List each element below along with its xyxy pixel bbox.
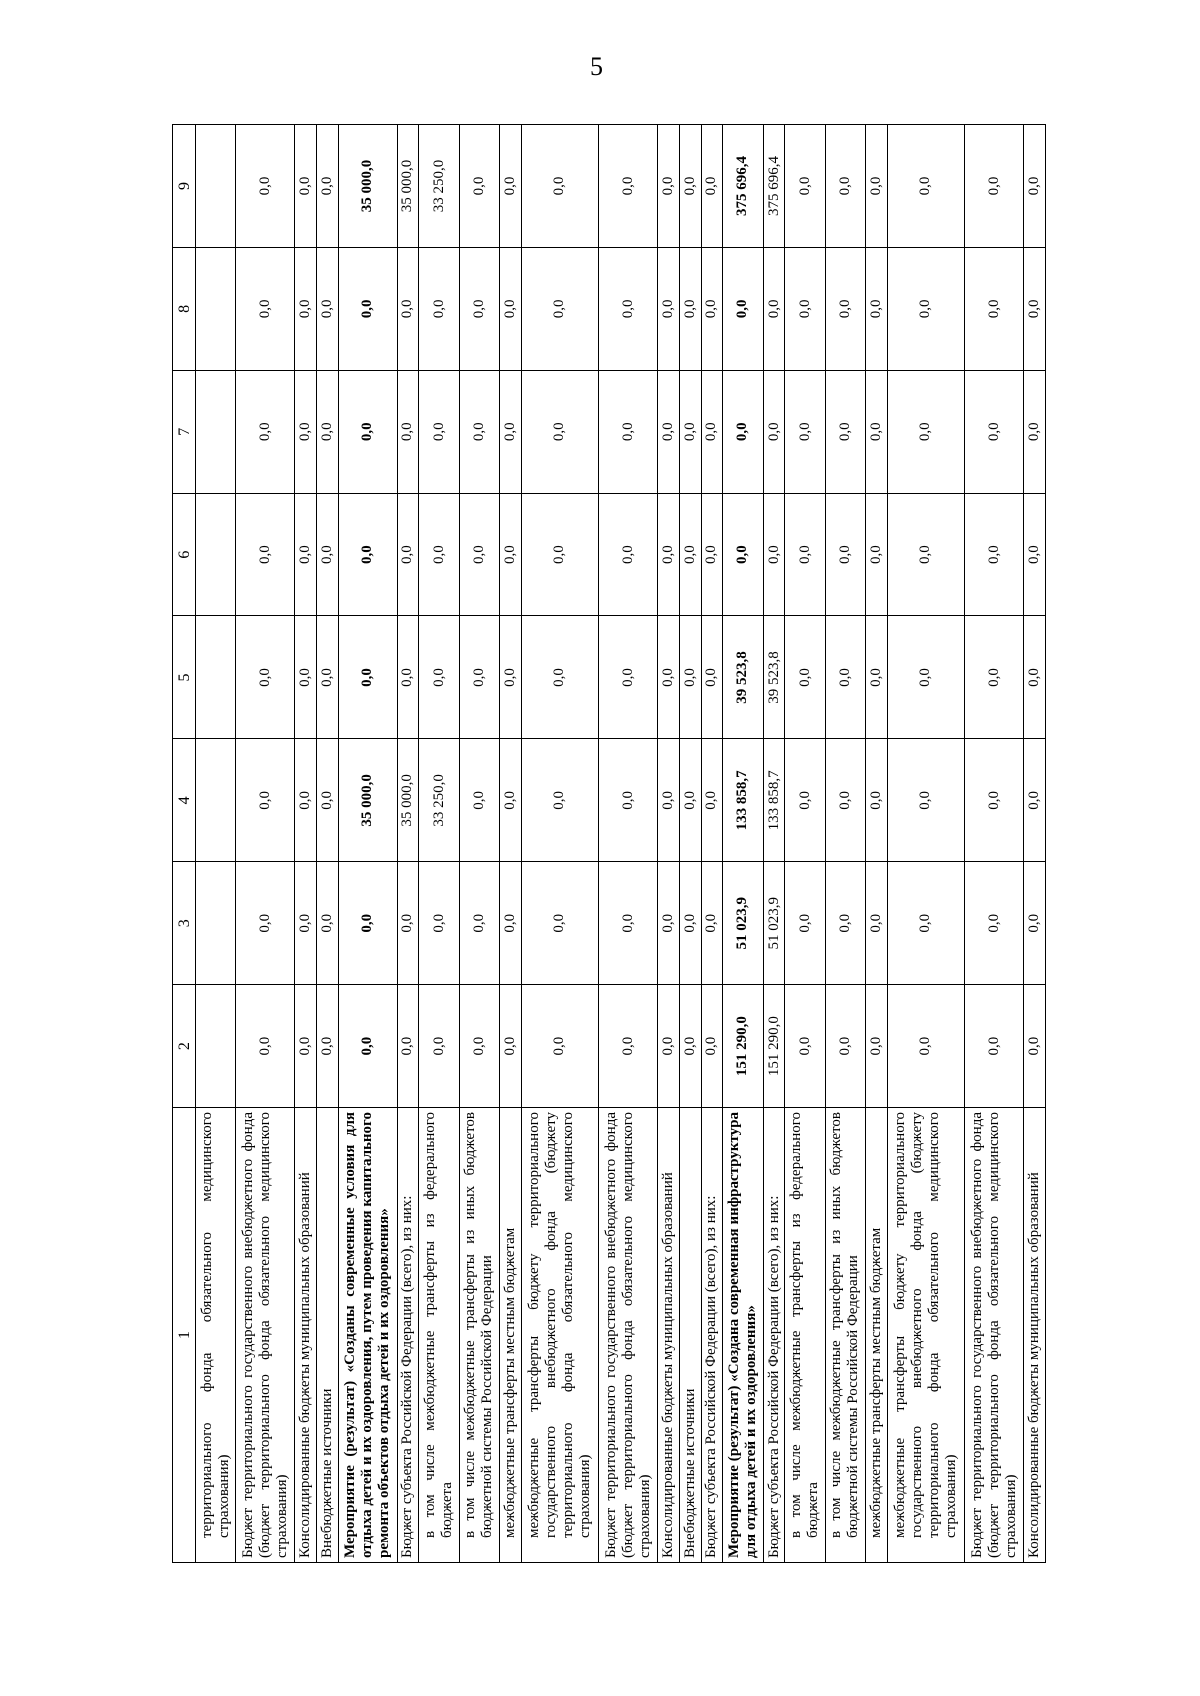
table-cell: 0,0 — [825, 247, 865, 370]
table-cell: 0,0 — [1024, 739, 1046, 862]
table-cell: 0,0 — [295, 370, 317, 493]
column-header: 7 — [173, 370, 196, 493]
table-cell: 0,0 — [785, 739, 825, 862]
table-cell: 0,0 — [701, 370, 723, 493]
table-cell: 0,0 — [723, 247, 763, 370]
table-row — [521, 125, 598, 1563]
table-cell: 0,0 — [701, 985, 723, 1108]
table-cell: 0,0 — [965, 616, 1024, 739]
table-cell: 0,0 — [965, 247, 1024, 370]
table-cell: 0,0 — [338, 616, 397, 739]
table-cell: 0,0 — [236, 125, 295, 248]
table-cell: 375 696,4 — [723, 125, 763, 248]
table-cell: 0,0 — [295, 862, 317, 985]
table-cell: 0,0 — [236, 739, 295, 862]
table-cell: 0,0 — [701, 247, 723, 370]
table-cell: 0,0 — [1024, 493, 1046, 616]
table-cell: 0,0 — [397, 862, 419, 985]
table-cell: 0,0 — [965, 985, 1024, 1108]
table-cell: 0,0 — [419, 862, 459, 985]
table-cell: 0,0 — [679, 739, 701, 862]
row-label: межбюджетные трансферты местным бюджетам — [499, 1108, 521, 1563]
table-cell: 0,0 — [785, 985, 825, 1108]
table-cell: 0,0 — [866, 862, 888, 985]
table-cell: 0,0 — [825, 493, 865, 616]
table-cell: 0,0 — [657, 125, 679, 248]
table-cell: 133 858,7 — [723, 739, 763, 862]
table-cell: 0,0 — [657, 370, 679, 493]
table-cell: 0,0 — [701, 616, 723, 739]
table-cell: 0,0 — [825, 862, 865, 985]
table-cell: 0,0 — [397, 985, 419, 1108]
table-cell: 0,0 — [521, 125, 598, 248]
table-cell: 35 000,0 — [338, 125, 397, 248]
table-cell: 0,0 — [866, 370, 888, 493]
table-cell: 0,0 — [785, 370, 825, 493]
row-label: Консолидированные бюджеты муниципальных образований — [1024, 1108, 1046, 1563]
row-label: Бюджет субъекта Российской Федерации (всего), из них: — [763, 1108, 785, 1563]
table-cell: 0,0 — [316, 616, 338, 739]
table-cell: 0,0 — [866, 616, 888, 739]
table-cell: 0,0 — [657, 985, 679, 1108]
table-cell: 0,0 — [887, 493, 964, 616]
table-cell: 0,0 — [295, 985, 317, 1108]
table-cell: 151 290,0 — [723, 985, 763, 1108]
table-cell: 0,0 — [1024, 862, 1046, 985]
table-cell: 39 523,8 — [763, 616, 785, 739]
table-cell: 0,0 — [887, 616, 964, 739]
table-cell: 0,0 — [499, 125, 521, 248]
table-cell: 375 696,4 — [763, 125, 785, 248]
table-cell: 0,0 — [419, 247, 459, 370]
table-cell: 0,0 — [701, 125, 723, 248]
table-row — [679, 125, 701, 1563]
table-cell: 0,0 — [459, 616, 499, 739]
table-cell: 0,0 — [679, 616, 701, 739]
table-cell: 0,0 — [887, 247, 964, 370]
column-header: 6 — [173, 493, 196, 616]
table-row — [397, 125, 419, 1563]
table-cell: 0,0 — [965, 862, 1024, 985]
table-cell: 0,0 — [701, 862, 723, 985]
table-cell: 0,0 — [825, 616, 865, 739]
table-cell — [196, 862, 236, 985]
table-cell: 0,0 — [338, 370, 397, 493]
table-cell: 0,0 — [295, 493, 317, 616]
table-cell: 0,0 — [679, 125, 701, 248]
table-row — [723, 125, 763, 1563]
table-cell: 0,0 — [459, 862, 499, 985]
table-row — [657, 125, 679, 1563]
row-label: Бюджет территориального государственного внебюджетного фонда (бюджет территориального фонда обязательного медицинского страхования) — [599, 1108, 658, 1563]
table-cell: 0,0 — [459, 493, 499, 616]
table-cell: 0,0 — [459, 125, 499, 248]
row-label: Консолидированные бюджеты муниципальных образований — [295, 1108, 317, 1563]
table-row — [701, 125, 723, 1563]
table-cell: 0,0 — [236, 247, 295, 370]
table-cell: 0,0 — [236, 985, 295, 1108]
table-cell: 0,0 — [499, 370, 521, 493]
table-row — [1024, 125, 1046, 1563]
table-cell: 0,0 — [679, 862, 701, 985]
table-cell: 0,0 — [521, 247, 598, 370]
table-cell — [196, 370, 236, 493]
table-cell: 0,0 — [657, 616, 679, 739]
row-label: межбюджетные трансферты местным бюджетам — [866, 1108, 888, 1563]
table-cell: 0,0 — [701, 493, 723, 616]
table-cell: 0,0 — [866, 125, 888, 248]
table-cell: 0,0 — [499, 739, 521, 862]
column-header: 1 — [173, 1108, 196, 1563]
table-cell: 0,0 — [521, 985, 598, 1108]
row-label: Консолидированные бюджеты муниципальных образований — [657, 1108, 679, 1563]
table-cell: 0,0 — [866, 985, 888, 1108]
row-label: межбюджетные трансферты бюджету территориального государственного внебюджетного фонда (бюджету территориального фонда обязательного медицинского страхования) — [887, 1108, 964, 1563]
table-cell: 0,0 — [599, 862, 658, 985]
table-cell: 0,0 — [887, 739, 964, 862]
table-cell: 0,0 — [236, 370, 295, 493]
table-cell: 0,0 — [316, 985, 338, 1108]
table-cell: 0,0 — [825, 125, 865, 248]
table-cell: 0,0 — [521, 370, 598, 493]
table-cell: 0,0 — [338, 493, 397, 616]
table-cell: 0,0 — [1024, 616, 1046, 739]
table-cell: 0,0 — [419, 616, 459, 739]
table-row — [599, 125, 658, 1563]
table-row — [763, 125, 785, 1563]
table-row — [459, 125, 499, 1563]
table-cell: 0,0 — [965, 493, 1024, 616]
table-cell — [196, 493, 236, 616]
table-cell: 0,0 — [419, 370, 459, 493]
table-cell: 0,0 — [295, 739, 317, 862]
table-row — [419, 125, 459, 1563]
table-cell: 0,0 — [316, 493, 338, 616]
table-cell: 0,0 — [599, 985, 658, 1108]
table-cell: 0,0 — [785, 493, 825, 616]
table-cell: 0,0 — [763, 493, 785, 616]
table-cell: 0,0 — [965, 739, 1024, 862]
table-row — [295, 125, 317, 1563]
table-row — [965, 125, 1024, 1563]
table-cell: 0,0 — [1024, 370, 1046, 493]
table-cell: 0,0 — [397, 616, 419, 739]
row-label: Бюджет территориального государственного внебюджетного фонда (бюджет территориального фонда обязательного медицинского страхования) — [965, 1108, 1024, 1563]
row-label: в том числе межбюджетные трансферты из федерального бюджета — [419, 1108, 459, 1563]
table-row — [338, 125, 397, 1563]
budget-table — [172, 124, 1046, 1563]
table-cell: 0,0 — [825, 370, 865, 493]
page-number: 5 — [590, 52, 603, 81]
table-row — [499, 125, 521, 1563]
table-cell: 0,0 — [459, 985, 499, 1108]
table-cell: 35 000,0 — [338, 739, 397, 862]
table-cell: 0,0 — [316, 739, 338, 862]
table-cell: 0,0 — [599, 370, 658, 493]
table-cell: 0,0 — [397, 370, 419, 493]
table-cell: 0,0 — [338, 862, 397, 985]
row-label: Мероприятие (результат) «Создана современная инфраструктура для отдыха детей и их оздоровления» — [723, 1108, 763, 1563]
table-cell: 0,0 — [419, 493, 459, 616]
row-label: Внебюджетные источники — [679, 1108, 701, 1563]
table-cell: 0,0 — [397, 493, 419, 616]
table-cell: 0,0 — [316, 247, 338, 370]
table-cell: 0,0 — [825, 985, 865, 1108]
table-cell: 0,0 — [657, 493, 679, 616]
table-cell: 33 250,0 — [419, 125, 459, 248]
table-cell: 0,0 — [657, 739, 679, 862]
table-row — [316, 125, 338, 1563]
table-cell: 0,0 — [419, 985, 459, 1108]
table-cell: 0,0 — [521, 862, 598, 985]
table-cell: 35 000,0 — [397, 739, 419, 862]
row-label: территориального фонда обязательного медицинского страхования) — [196, 1108, 236, 1563]
column-header: 9 — [173, 125, 196, 248]
table-cell: 0,0 — [887, 985, 964, 1108]
table-cell: 0,0 — [887, 862, 964, 985]
table-cell: 39 523,8 — [723, 616, 763, 739]
column-header: 5 — [173, 616, 196, 739]
table-cell: 0,0 — [316, 370, 338, 493]
row-label: Бюджет субъекта Российской Федерации (всего), из них: — [397, 1108, 419, 1563]
table-cell: 0,0 — [723, 370, 763, 493]
table-header-row — [173, 125, 196, 1563]
table-cell: 0,0 — [599, 739, 658, 862]
table-cell: 0,0 — [599, 493, 658, 616]
table-cell — [196, 985, 236, 1108]
table-cell — [196, 739, 236, 862]
row-label: Бюджет субъекта Российской Федерации (всего), из них: — [701, 1108, 723, 1563]
row-label: в том числе межбюджетные трансферты из иных бюджетов бюджетной системы Российской Федерации — [825, 1108, 865, 1563]
table-cell: 0,0 — [316, 862, 338, 985]
table-cell: 0,0 — [236, 493, 295, 616]
table-cell: 0,0 — [338, 985, 397, 1108]
table-row — [825, 125, 865, 1563]
table-row — [866, 125, 888, 1563]
table-cell: 151 290,0 — [763, 985, 785, 1108]
table-cell: 0,0 — [397, 247, 419, 370]
row-label: межбюджетные трансферты бюджету территориального государственного внебюджетного фонда (бюджету территориального фонда обязательного медицинского страхования) — [521, 1108, 598, 1563]
column-header: 8 — [173, 247, 196, 370]
table-cell: 0,0 — [499, 985, 521, 1108]
table-cell: 0,0 — [679, 247, 701, 370]
table-cell: 0,0 — [499, 616, 521, 739]
table-cell: 0,0 — [316, 125, 338, 248]
table-cell: 0,0 — [459, 370, 499, 493]
row-label: Внебюджетные источники — [316, 1108, 338, 1563]
table-cell: 0,0 — [785, 862, 825, 985]
column-header: 2 — [173, 985, 196, 1108]
table-cell: 0,0 — [701, 739, 723, 862]
table-cell: 0,0 — [521, 739, 598, 862]
table-cell: 51 023,9 — [763, 862, 785, 985]
column-header: 4 — [173, 739, 196, 862]
table-cell: 0,0 — [521, 493, 598, 616]
table-cell: 0,0 — [499, 247, 521, 370]
table-cell: 0,0 — [679, 370, 701, 493]
table-cell: 0,0 — [599, 616, 658, 739]
table-cell: 0,0 — [1024, 247, 1046, 370]
table-cell: 0,0 — [295, 247, 317, 370]
table-cell: 0,0 — [499, 862, 521, 985]
table-cell — [196, 125, 236, 248]
table-cell: 0,0 — [866, 739, 888, 862]
table-cell: 0,0 — [599, 247, 658, 370]
table-cell: 0,0 — [866, 247, 888, 370]
table-body — [196, 125, 1046, 1563]
row-label: Мероприятие (результат) «Созданы современные условия для отдыха детей и их оздоровления, путем проведения капитального ремонта объектов отдыха детей и их оздоровления» — [338, 1108, 397, 1563]
table-cell: 0,0 — [657, 247, 679, 370]
table-cell: 0,0 — [236, 862, 295, 985]
row-label: в том числе межбюджетные трансферты из иных бюджетов бюджетной системы Российской Федерации — [459, 1108, 499, 1563]
column-header: 3 — [173, 862, 196, 985]
rotated-table-container — [172, 125, 1046, 1563]
table-cell: 0,0 — [459, 739, 499, 862]
table-row — [236, 125, 295, 1563]
table-cell: 0,0 — [785, 247, 825, 370]
table-cell: 35 000,0 — [397, 125, 419, 248]
table-cell: 0,0 — [295, 125, 317, 248]
table-cell: 0,0 — [887, 370, 964, 493]
table-cell: 0,0 — [825, 739, 865, 862]
table-cell: 0,0 — [599, 125, 658, 248]
table-cell: 0,0 — [521, 616, 598, 739]
table-cell: 133 858,7 — [763, 739, 785, 862]
table-cell: 0,0 — [723, 493, 763, 616]
table-cell: 0,0 — [657, 862, 679, 985]
table-cell: 0,0 — [785, 125, 825, 248]
table-cell: 0,0 — [763, 370, 785, 493]
table-cell: 0,0 — [459, 247, 499, 370]
table-cell: 0,0 — [295, 616, 317, 739]
table-cell: 0,0 — [1024, 985, 1046, 1108]
table-cell: 0,0 — [965, 370, 1024, 493]
table-cell: 33 250,0 — [419, 739, 459, 862]
table-cell: 0,0 — [679, 493, 701, 616]
table-cell: 0,0 — [763, 247, 785, 370]
table-cell: 0,0 — [499, 493, 521, 616]
table-cell — [196, 616, 236, 739]
table-cell: 0,0 — [679, 985, 701, 1108]
table-cell: 0,0 — [866, 493, 888, 616]
table-cell: 0,0 — [1024, 125, 1046, 248]
table-cell: 0,0 — [965, 125, 1024, 248]
table-cell: 51 023,9 — [723, 862, 763, 985]
table-row — [887, 125, 964, 1563]
table-cell: 0,0 — [338, 247, 397, 370]
table-row — [196, 125, 236, 1563]
row-label: в том числе межбюджетные трансферты из федерального бюджета — [785, 1108, 825, 1563]
table-cell: 0,0 — [785, 616, 825, 739]
table-cell: 0,0 — [887, 125, 964, 248]
row-label: Бюджет территориального государственного внебюджетного фонда (бюджет территориального фонда обязательного медицинского страхования) — [236, 1108, 295, 1563]
table-cell — [196, 247, 236, 370]
table-cell: 0,0 — [236, 616, 295, 739]
table-row — [785, 125, 825, 1563]
